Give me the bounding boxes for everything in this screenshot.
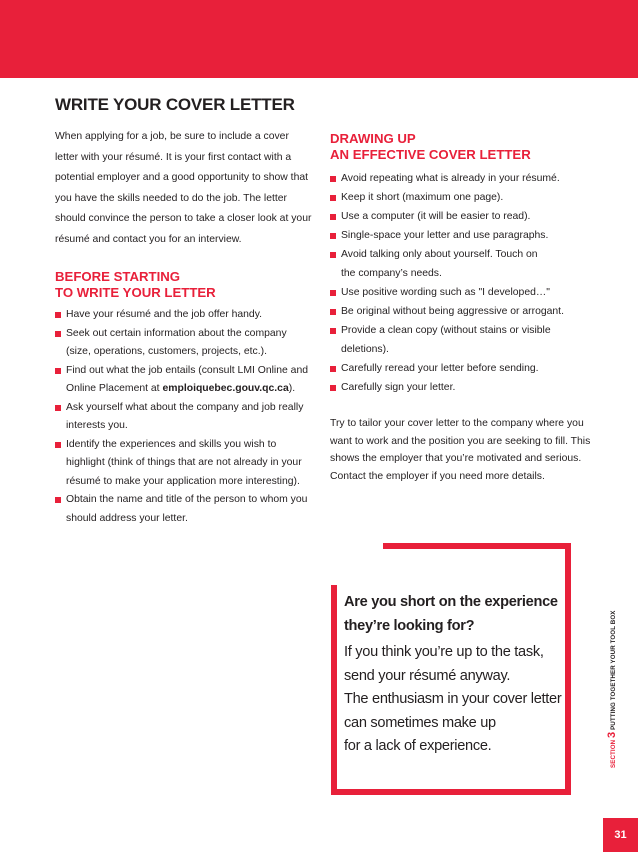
- section-word: SECTION: [610, 739, 617, 768]
- callout-line: If you think you’re up to the task,: [344, 644, 544, 660]
- bullet-icon: [330, 176, 336, 182]
- list-item: [330, 245, 546, 283]
- bullet-icon: [330, 290, 336, 296]
- list-item-text: Avoid talking only about yourself. Touch on the company’s needs.: [341, 249, 538, 279]
- right-column: [330, 127, 600, 485]
- drawing-up-heading: [330, 131, 600, 163]
- list-item: [55, 362, 313, 399]
- drawing-heading-line2: AN EFFECTIVE COVER LETTER: [330, 147, 531, 162]
- intro-paragraph: When applying for a job, be sure to include a cover letter with your résumé. It is your first contact with a potential employer and a good opportunity to show that you have the skills needed to do the job. The letter should convince the person to take a closer look at your résumé and contact you for an interview.: [55, 131, 312, 245]
- section-number: 3: [606, 731, 618, 738]
- bullet-icon: [330, 328, 336, 334]
- left-column: [55, 127, 313, 528]
- header-band: [0, 0, 638, 78]
- list-item-text: Avoid repeating what is already in your résumé.: [341, 173, 560, 184]
- list-item-text: Single-space your letter and use paragraphs.: [341, 230, 549, 241]
- list-item-text-end: ).: [288, 383, 296, 394]
- list-item-text: Find out what the job entails (consult LMI Online and Online Placement at: [66, 364, 309, 394]
- section-side-tab: [602, 610, 622, 768]
- list-item: [330, 169, 600, 188]
- list-item-text: Identify the experiences and skills you wish to highlight (think of things that are not already in your résumé to make your application more interesting).: [66, 438, 302, 487]
- before-heading-line1: BEFORE STARTING: [55, 269, 181, 284]
- bullet-icon: [330, 366, 336, 372]
- callout-body: [344, 641, 574, 759]
- callout-question-line1: Are you short on the experience: [344, 594, 558, 610]
- list-item: [55, 436, 313, 492]
- list-item: [330, 226, 600, 245]
- list-item-text: Ask yourself what about the company and job really interests you.: [66, 401, 304, 431]
- bullet-icon: [55, 497, 61, 503]
- list-item-text: Be original without being aggressive or arrogant.: [341, 306, 564, 317]
- drawing-heading-line1: DRAWING UP: [330, 131, 416, 146]
- callout-text: [344, 591, 574, 759]
- callout-question-line2: they’re looking for?: [344, 617, 475, 634]
- page-title: WRITE YOUR COVER LETTER: [55, 95, 295, 114]
- callout-line: send your résumé anyway.: [344, 667, 511, 684]
- list-item: [55, 399, 313, 436]
- tailor-tip-paragraph: Try to tailor your cover letter to the company where you want to work and the position you are seeking to fill. This shows the employer that you’re motivated and serious. Contact the employer if you need more details.: [330, 418, 591, 482]
- list-item-text: Use a computer (it will be easier to read).: [341, 211, 531, 222]
- list-item: [55, 491, 313, 528]
- list-item-text: Keep it short (maximum one page).: [341, 192, 504, 203]
- before-starting-list: [55, 306, 313, 528]
- before-heading-line2: TO WRITE YOUR LETTER: [55, 285, 216, 300]
- list-item-text: Use positive wording such as "I developed…": [341, 287, 550, 298]
- list-item-text: Have your résumé and the job offer handy.: [66, 309, 263, 320]
- section-title: PUTTING TOGETHER YOUR TOOL BOX: [610, 610, 617, 730]
- list-item: [330, 283, 600, 302]
- list-item: [330, 378, 600, 397]
- callout-line: for a lack of experience.: [344, 738, 492, 754]
- list-item: [330, 321, 600, 359]
- callout-line: can sometimes make up: [344, 714, 496, 731]
- bullet-icon: [330, 252, 336, 258]
- bullet-icon: [55, 368, 61, 374]
- list-item: [330, 359, 600, 378]
- list-item-text: Obtain the name and title of the person to whom you should address your letter.: [66, 494, 308, 524]
- callout-question: [344, 591, 574, 638]
- list-item: [330, 188, 600, 207]
- list-item-text: Provide a clean copy (without stains or visible deletions).: [341, 325, 551, 355]
- bullet-icon: [330, 233, 336, 239]
- bullet-icon: [55, 405, 61, 411]
- callout-line: The enthusiasm in your cover letter: [344, 691, 562, 707]
- callout-corner-gap: [331, 543, 383, 585]
- list-item: [330, 207, 600, 226]
- bullet-icon: [55, 442, 61, 448]
- list-item: [55, 325, 313, 362]
- list-item: [55, 306, 313, 325]
- bullet-icon: [330, 309, 336, 315]
- bullet-icon: [330, 195, 336, 201]
- bullet-icon: [55, 331, 61, 337]
- before-starting-heading: [55, 269, 313, 301]
- bullet-icon: [330, 385, 336, 391]
- page-number: 31: [603, 818, 638, 852]
- bullet-icon: [55, 312, 61, 318]
- drawing-up-list: [330, 169, 600, 397]
- bullet-icon: [330, 214, 336, 220]
- list-item-text: Carefully reread your letter before sending.: [341, 363, 539, 374]
- list-item-text: Carefully sign your letter.: [341, 382, 456, 393]
- list-item-text: Seek out certain information about the company (size, operations, customers, projects, etc.).: [66, 327, 287, 357]
- list-item: [330, 302, 600, 321]
- section-label: [602, 610, 624, 768]
- emploi-quebec-link[interactable]: emploiquebec.gouv.qc.ca: [162, 383, 289, 394]
